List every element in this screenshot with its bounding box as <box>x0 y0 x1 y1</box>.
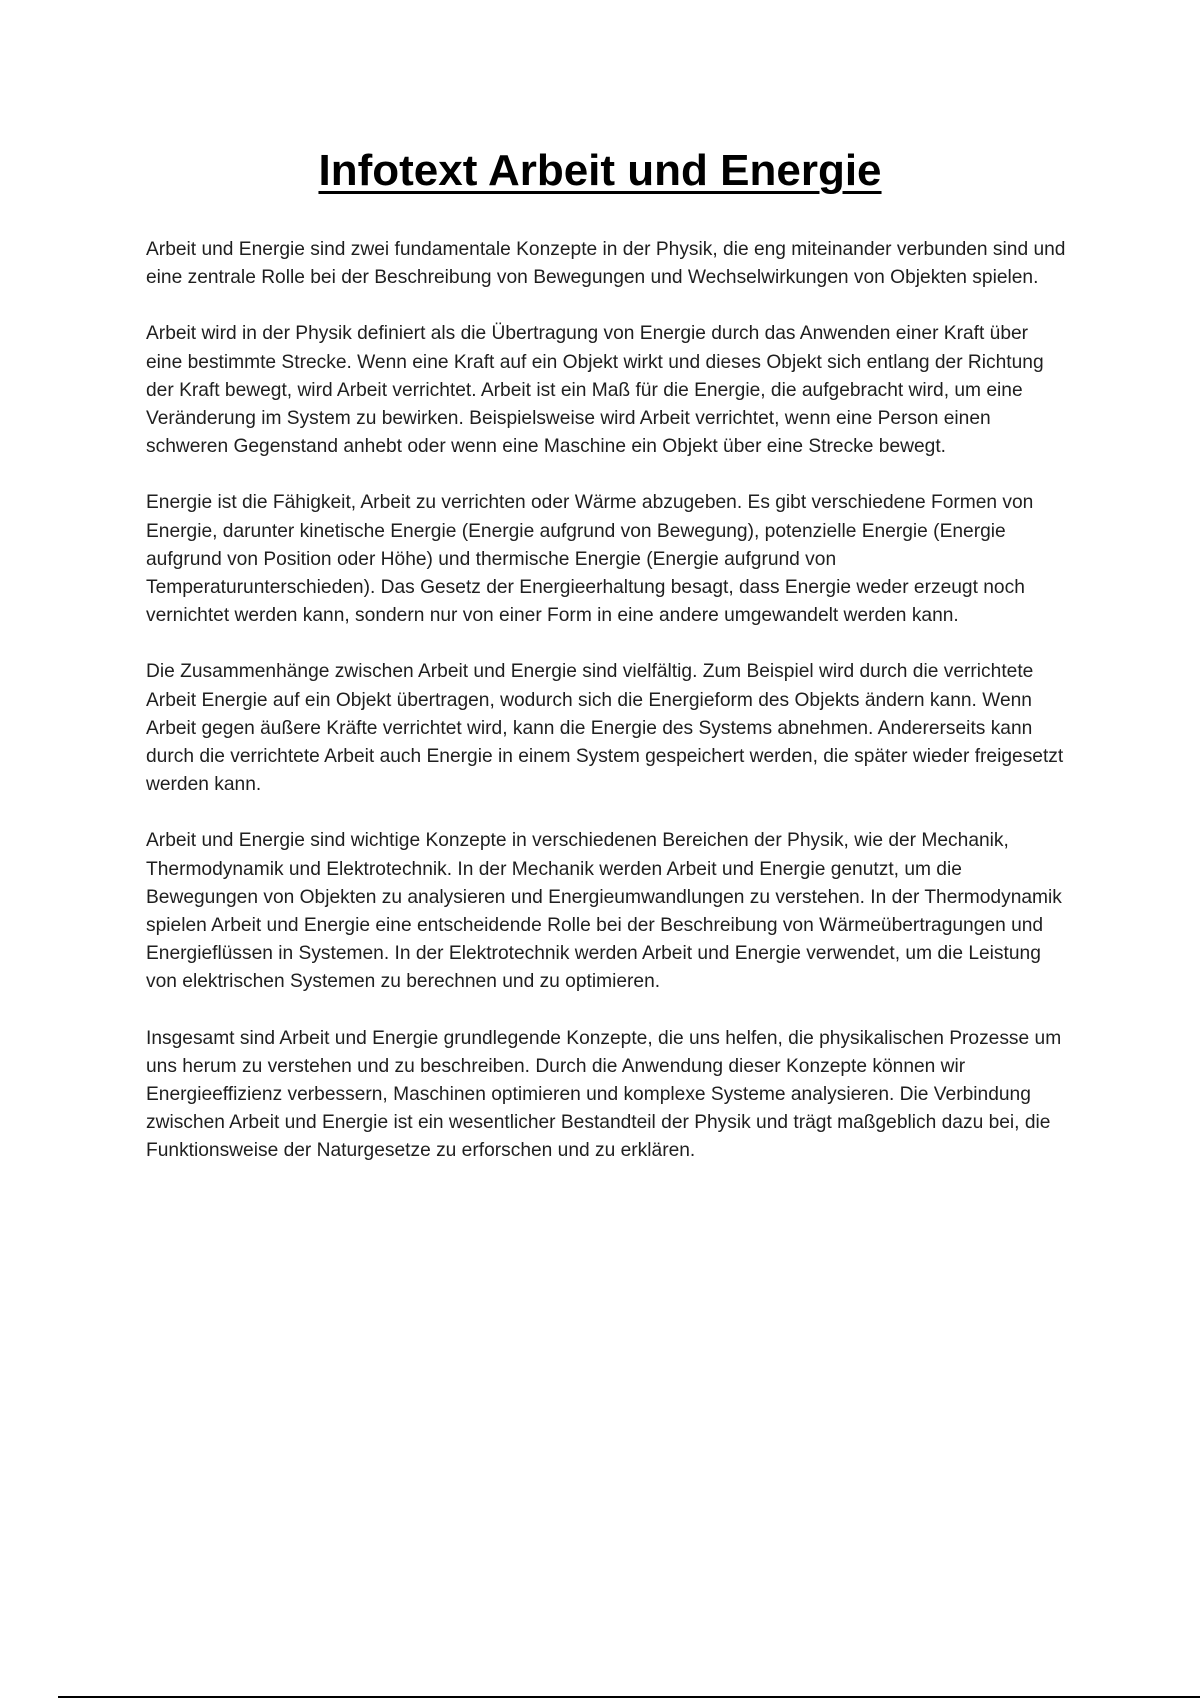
body-text <box>146 236 1066 1194</box>
paragraph-zusammenhaenge: Die Zusammenhänge zwischen Arbeit und Energie sind vielfältig. Zum Beispiel wird durch die verrichtete Arbeit Energie auf ein Objekt übertragen, wodurch sich die Energieform des Objekts ändern kann. Wenn Arbeit gegen äußere Kräfte verrichtet wird, kann die Energie des Systems abnehmen. Andererseits kann durch die verrichtete Arbeit auch Energie in einem System gespeichert werden, die später wieder freigesetzt werden kann. <box>146 661 1064 796</box>
footer-divider <box>58 1696 1200 1698</box>
paragraph-anwendungen: Arbeit und Energie sind wichtige Konzepte in verschiedenen Bereichen der Physik, wie der Mechanik, Thermodynamik und Elektrotechnik. In der Mechanik werden Arbeit und Energie genutzt, um die Bewegungen von Objekten zu analysieren und Energieumwandlungen zu verstehen. In der Thermodynamik spielen Arbeit und Energie eine entscheidende Rolle bei der Beschreibung von Wärmeübertragungen und Energieflüssen in Systemen. In der Elektrotechnik werden Arbeit und Energie verwendet, um die Leistung von elektrischen Systemen zu berechnen und zu optimieren. <box>146 830 1062 993</box>
paragraph-intro: Arbeit und Energie sind zwei fundamentale Konzepte in der Physik, die eng miteinander verbunden sind und eine zentrale Rolle bei der Beschreibung von Bewegungen und Wechselwirkungen von Objekten spielen. <box>146 239 1066 289</box>
page-title: Infotext Arbeit und Energie <box>318 146 882 195</box>
paragraph-arbeit: Arbeit wird in der Physik definiert als die Übertragung von Energie durch das Anwenden einer Kraft über eine bestimmte Strecke. Wenn eine Kraft auf ein Objekt wirkt und dieses Objekt sich entlang der Richtung der Kraft bewegt, wird Arbeit verrichtet. Arbeit ist ein Maß für die Energie, die aufgebracht wird, um eine Veränderung im System zu bewirken. Beispielsweise wird Arbeit verrichtet, wenn eine Person einen schweren Gegenstand anhebt oder wenn eine Maschine ein Objekt über eine Strecke bewegt. <box>146 323 1044 458</box>
paragraph-fazit: Insgesamt sind Arbeit und Energie grundlegende Konzepte, die uns helfen, die physikalischen Prozesse um uns herum zu verstehen und zu beschreiben. Durch die Anwendung dieser Konzepte können wir Energieeffizienz verbessern, Maschinen optimieren und komplexe Systeme analysieren. Die Verbindung zwischen Arbeit und Energie ist ein wesentlicher Bestandteil der Physik und trägt maßgeblich dazu bei, die Funktionsweise der Naturgesetze zu erforschen und zu erklären. <box>146 1027 1062 1162</box>
paragraph-energie: Energie ist die Fähigkeit, Arbeit zu verrichten oder Wärme abzugeben. Es gibt verschiedene Formen von Energie, darunter kinetische Energie (Energie aufgrund von Bewegung), potenzielle Energie (Energie aufgrund von Position oder Höhe) und thermische Energie (Energie aufgrund von Temperaturunterschieden). Das Gesetz der Energieerhaltung besagt, dass Energie weder erzeugt noch vernichtet werden kann, sondern nur von einer Form in eine andere umgewandelt werden kann. <box>146 492 1034 627</box>
